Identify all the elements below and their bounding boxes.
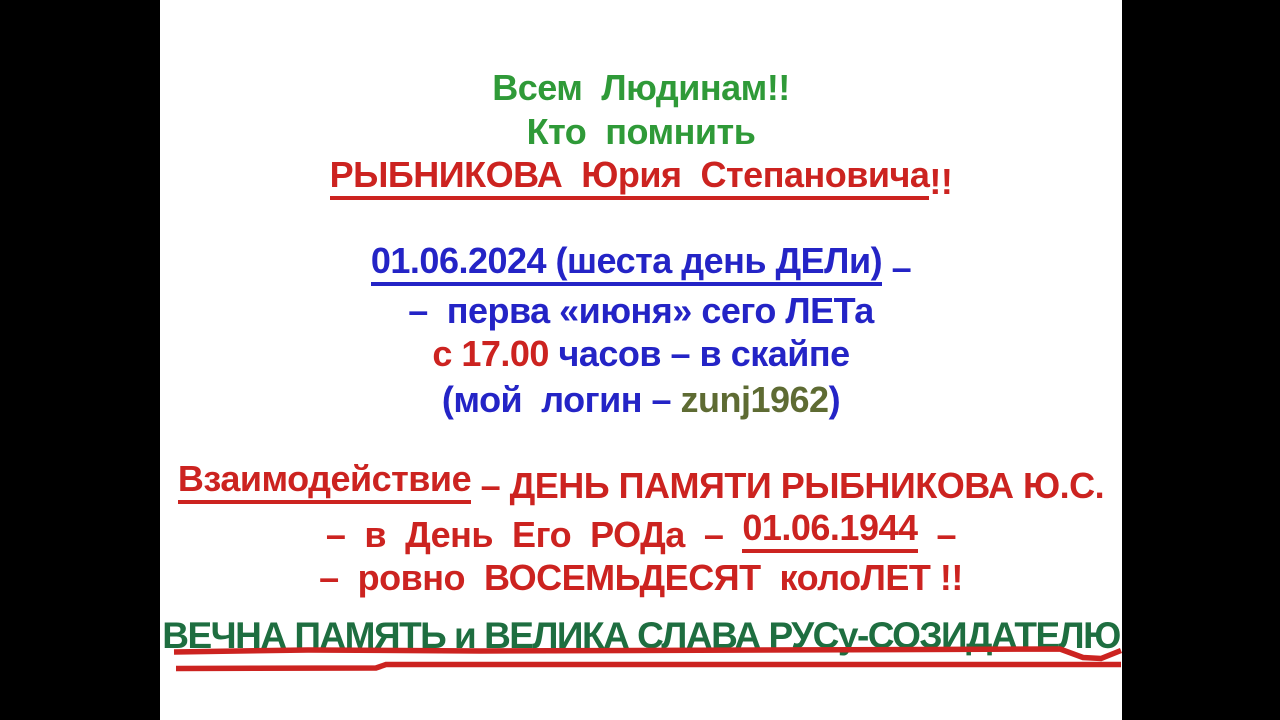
slide-text-body [160,62,1122,654]
scribble-underline-1 [174,649,1121,659]
text-segment: Взаимодействие [178,461,471,504]
slide-line8 [160,454,1122,504]
text-segment: – ДЕНЬ ПАМЯТИ РЫБНИКОВА Ю.С. [471,465,1105,506]
slide-line1 [160,62,1122,106]
slide-line2 [160,106,1122,150]
text-segment: – [882,247,912,288]
slide-line9 [160,504,1122,553]
hand-drawn-underlines [160,641,1122,686]
announcement-slide [160,0,1122,720]
text-segment: – в День Его РОДа – [325,514,743,555]
slide-line6 [160,329,1122,372]
text-segment: Всем Людинам!! [492,67,790,108]
slide-line7 [160,372,1122,418]
text-segment: ) [828,379,841,420]
text-segment: 01.06.1944 [742,510,917,553]
text-segment: – перва «июня» сего ЛЕТа [408,290,874,331]
text-segment: zunj1962 [680,379,829,420]
scribble-underline-2 [176,665,1121,669]
text-segment: Кто помнить [526,111,756,152]
slide-line4 [160,236,1122,286]
slide-line10 [160,553,1122,596]
slide-line3 [160,150,1122,200]
text-segment: – ровно ВОСЕМЬДЕСЯТ колоЛЕТ !! [319,557,963,598]
text-segment: с 17.00 [432,333,559,374]
text-segment: ВЕЧНА ПАМЯТЬ и ВЕЛИКА СЛАВА РУСу-СОЗИДАТЕЛЮ [162,615,1120,656]
text-segment: !! [929,161,953,202]
text-segment: часов – в скайпе [558,333,850,374]
slide-line5 [160,286,1122,329]
text-segment: – [917,514,957,555]
text-segment: (мой логин – [441,379,681,420]
text-segment: РЫБНИКОВА Юрия Степановича [330,157,930,200]
text-segment: 01.06.2024 (шеста день ДЕЛи) [371,243,882,286]
